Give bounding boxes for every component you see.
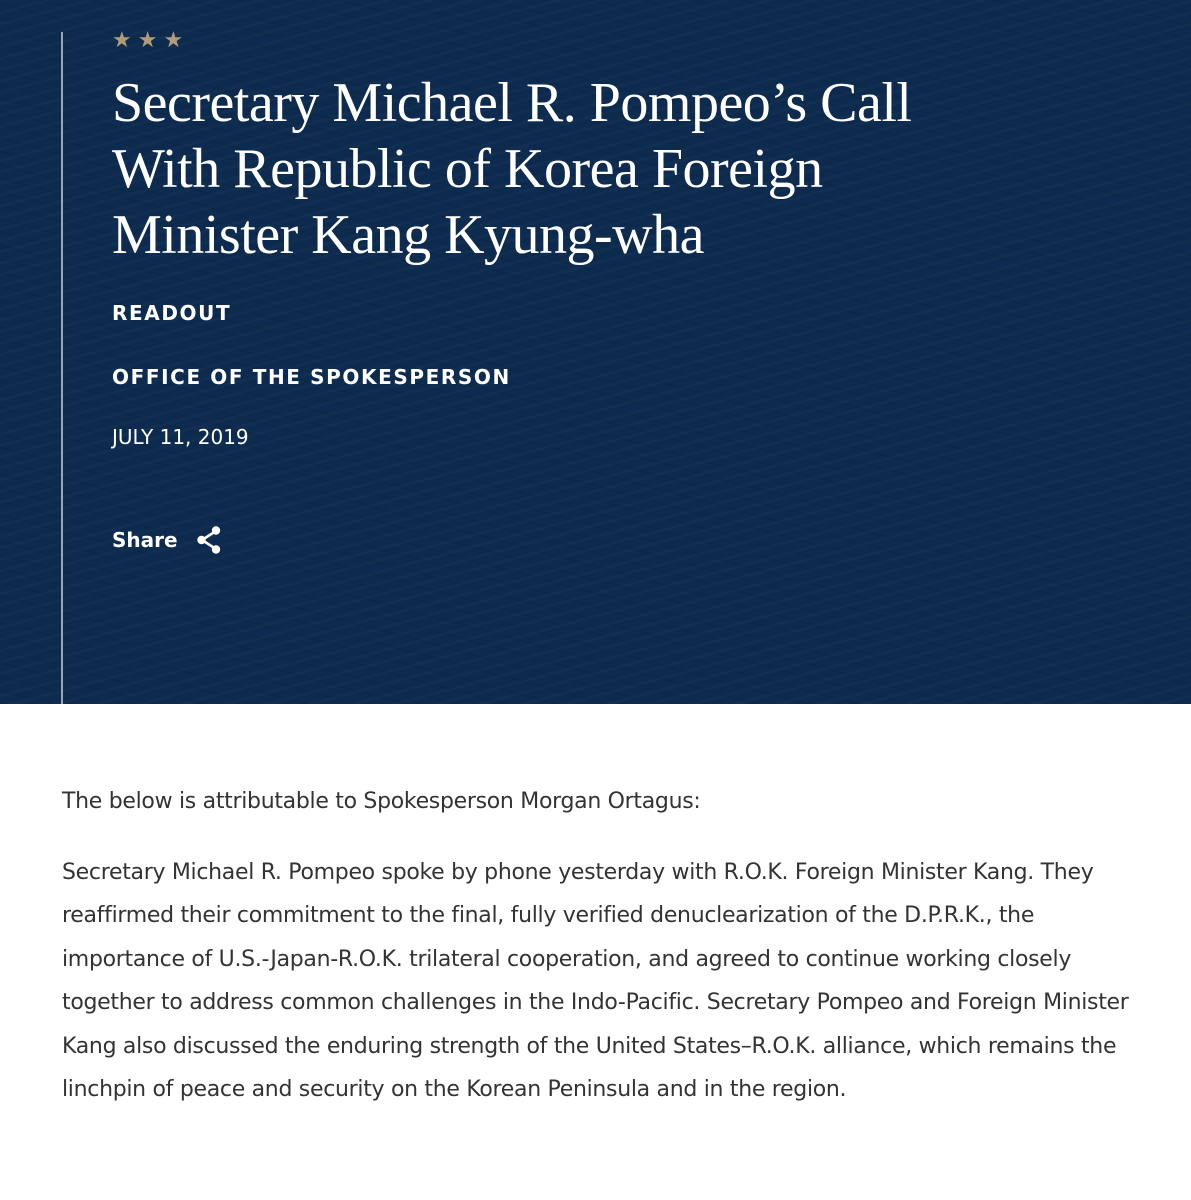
article-body bbox=[62, 780, 1142, 1112]
share-button[interactable] bbox=[112, 522, 224, 558]
hero-vertical-rule bbox=[61, 32, 63, 704]
page-title: Secretary Michael R. Pompeo’s Call With Republic of Korea Foreign Minister Kang Kyung-wha bbox=[112, 72, 912, 266]
share-label: Share bbox=[112, 528, 178, 552]
publish-date: JULY 11, 2019 bbox=[112, 425, 249, 449]
share-icon bbox=[194, 524, 224, 556]
stars-ornament bbox=[112, 28, 183, 54]
star-icon: ★ bbox=[163, 28, 184, 53]
office-label: OFFICE OF THE SPOKESPERSON bbox=[112, 365, 511, 389]
attribution-line: The below is attributable to Spokesperson Morgan Ortagus: bbox=[62, 789, 701, 814]
star-icon: ★ bbox=[137, 28, 158, 53]
content-type-label: READOUT bbox=[112, 301, 232, 325]
star-icon: ★ bbox=[112, 28, 132, 53]
article-paragraph: Secretary Michael R. Pompeo spoke by phone yesterday with R.O.K. Foreign Minister Kang. They reaffirmed their commitment to the final, fully verified denuclearization of the D.P.R.K., the importance of U.S.-Japan-R.O.K. trilateral cooperation, and agreed to continue working closely together to address common challenges in the Indo-Pacific. Secretary Pompeo and Foreign Minister Kang also discussed the enduring strength of the United States–R.O.K. alliance, which remains the linchpin of peace and security on the Korean Peninsula and in the region. bbox=[62, 859, 1129, 1102]
